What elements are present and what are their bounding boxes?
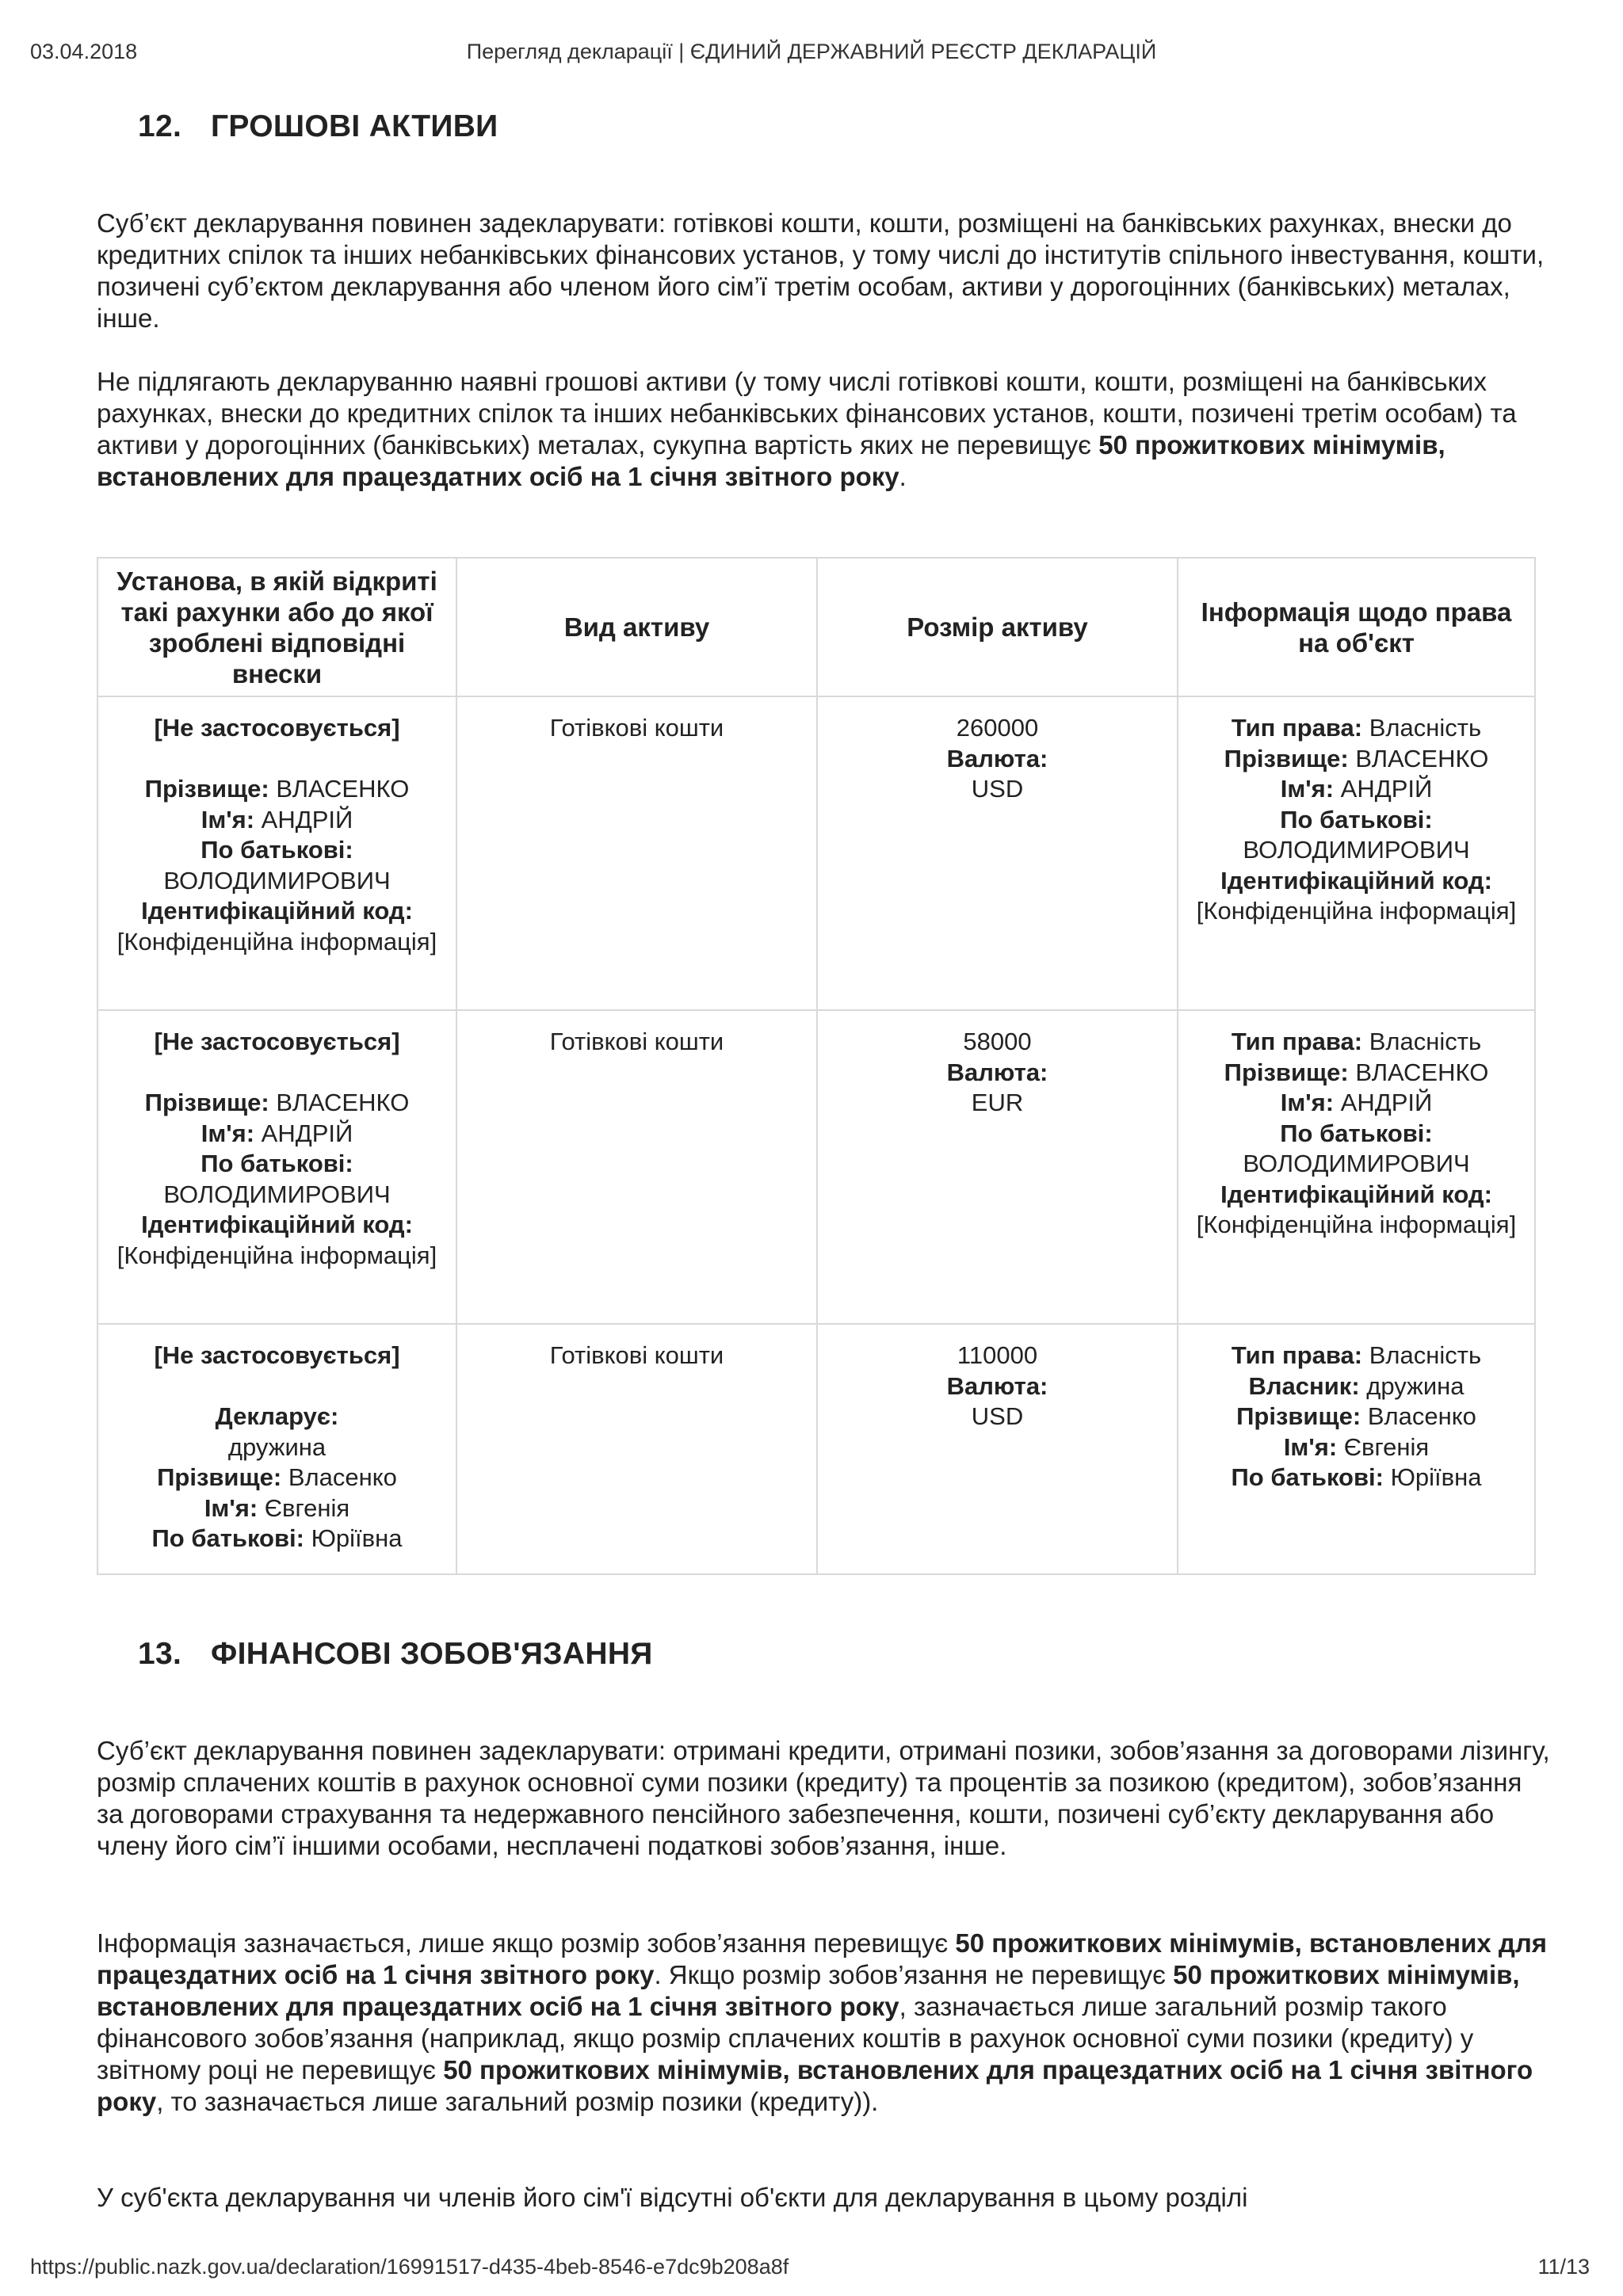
institution-cell: [97, 1010, 456, 1324]
table-header-row: [97, 558, 1535, 696]
name-line: [108, 805, 446, 836]
header-asset-amount: Розмір активу: [817, 558, 1178, 696]
declares-value: дружина: [227, 1432, 327, 1461]
info-bold-1: 50 прожиткових мінімумів, встановлених для працездатних осіб на 1 січня звітного року: [97, 1928, 1548, 1989]
header-institution: Установа, в якій відкриті такі рахунки або до якої зроблені відповідні внески: [97, 558, 456, 696]
section-12-title: ГРОШОВІ АКТИВИ: [211, 109, 498, 143]
currency-label: Валюта:: [946, 744, 1048, 772]
name-value: АНДРІЙ: [1340, 1089, 1433, 1116]
institution-value: [Не застосовується]: [154, 714, 400, 742]
name-label: Ім'я:: [1280, 775, 1335, 803]
asset-type-cell: [456, 1324, 817, 1574]
table-row: [97, 1010, 1535, 1324]
surname-value: Власенко: [1367, 1402, 1476, 1430]
currency-label: Валюта:: [946, 1058, 1048, 1086]
patronymic-label: По батькові:: [151, 1524, 304, 1552]
surname-value: ВЛАСЕНКО: [1355, 1058, 1489, 1086]
section-12-note-end: .: [899, 462, 907, 491]
section-13-absent-note: У суб'єкта декларування чи членів його сім'ї відсутні об'єкти для декларування в цьому розділі: [97, 2183, 1248, 2212]
info-bold-2: 50 прожиткових мінімумів, встановлених для працездатних осіб на 1 січня звітного року: [97, 1960, 1520, 2021]
section-12-intro: Суб’єкт декларування повинен задекларувати: готівкові кошти, кошти, розміщені на банківських рахунках, внески до кредитних спілок та інших небанківських фінансових установ, у тому числі до інститутів спільного інвестування, кошти, позичені суб’єктом декларування або членом його сім’ї третім особам, активи у дорогоцінних (банківських) металах, інше.: [97, 208, 1545, 333]
id-code-value: [Конфіденційна інформація]: [116, 927, 437, 955]
info-text-4: , то зазначається лише загальний розмір позики (кредиту)).: [156, 2087, 879, 2116]
right-surname-line: [1188, 1402, 1525, 1432]
page-title: Перегляд декларації | ЄДИНИЙ ДЕРЖАВНИЙ РЕЄСТР ДЕКЛАРАЦІЙ: [466, 40, 1157, 63]
section-13-heading: [138, 1637, 653, 1672]
print-date: 03.04.2018: [30, 40, 138, 63]
info-text-2: . Якщо розмір зобов’язання не перевищує: [654, 1960, 1174, 1989]
table-row: [97, 696, 1535, 1010]
header-right-info: Інформація щодо права на об'єкт: [1178, 558, 1535, 696]
info-text-3: , зазначається лише загальний розмір такого фінансового зобов’язання (наприклад, якщо розмір сплачених коштів в рахунок основної суми позики (кредиту) у звітному році не перевищує: [97, 1992, 1474, 2084]
asset-amount-cell: [817, 1324, 1178, 1574]
patronymic-label: По батькові:: [200, 836, 353, 864]
patronymic-value: ВОЛОДИМИРОВИЧ: [163, 866, 391, 894]
name-value: АНДРІЙ: [1340, 775, 1433, 803]
name-line: [108, 1493, 446, 1524]
right-type-label: Тип права:: [1231, 1028, 1363, 1055]
surname-label: Прізвище:: [157, 1463, 282, 1491]
asset-type-value: Готівкові кошти: [549, 714, 724, 742]
info-text-1: Інформація зазначається, лише якщо розмір зобов’язання перевищує: [97, 1928, 956, 1958]
id-code-label: Ідентифікаційний код:: [1220, 866, 1492, 894]
surname-label: Прізвище:: [1224, 1058, 1349, 1086]
section-13-intro: Суб’єкт декларування повинен задекларувати: отримані кредити, отримані позики, зобов’язання за договорами лізингу, розмір сплачених коштів в рахунок основної суми позики (кредиту) та процентів за позикою (кредитом), зобов’язання за договорами страхування та недержавного пенсійного забезпечення, кошти, позичені суб’єкту декларування або члену його сім’ї іншими особами, несплачені податкові зобов’язання, інше.: [97, 1736, 1550, 1860]
right-type-label: Тип права:: [1231, 714, 1363, 742]
id-code-value: [Конфіденційна інформація]: [116, 1241, 437, 1269]
right-info-cell: [1178, 1010, 1535, 1324]
owner-label: Власник:: [1248, 1371, 1360, 1400]
institution-cell: [97, 696, 456, 1010]
section-13-title: ФІНАНСОВІ ЗОБОВ'ЯЗАННЯ: [211, 1637, 653, 1671]
patronymic-value: Юріївна: [1390, 1463, 1482, 1491]
info-bold-3: 50 прожиткових мінімумів, встановлених для працездатних осіб на 1 січня звітного року: [97, 2055, 1533, 2116]
patronymic-label: По батькові:: [200, 1150, 353, 1177]
amount-value: 260000: [956, 714, 1039, 742]
right-type-line: [1188, 1341, 1525, 1371]
patronymic-value: ВОЛОДИМИРОВИЧ: [1243, 1150, 1470, 1177]
owner-value: дружина: [1366, 1371, 1465, 1400]
id-code-value: [Конфіденційна інформація]: [1196, 897, 1517, 925]
surname-line: [108, 1463, 446, 1493]
surname-value: ВЛАСЕНКО: [276, 1089, 410, 1116]
right-type-value: Власність: [1369, 1341, 1482, 1369]
patronymic-label: По батькові:: [1280, 1119, 1433, 1147]
name-value: Євгенія: [264, 1493, 350, 1522]
institution-value: [Не застосовується]: [154, 1341, 400, 1369]
institution-value: [Не застосовується]: [154, 1028, 400, 1055]
patronymic-line: [108, 1524, 446, 1554]
patronymic-value: ВОЛОДИМИРОВИЧ: [163, 1180, 391, 1208]
right-type-label: Тип права:: [1231, 1341, 1363, 1369]
right-info-cell: [1178, 696, 1535, 1010]
surname-label: Прізвище:: [1224, 744, 1349, 772]
surname-label: Прізвище:: [1236, 1402, 1361, 1430]
id-code-label: Ідентифікаційний код:: [1220, 1180, 1492, 1208]
asset-amount-cell: [817, 696, 1178, 1010]
patronymic-value: ВОЛОДИМИРОВИЧ: [1243, 836, 1470, 864]
section-12-note: [97, 366, 1531, 493]
table-row: [97, 1324, 1535, 1574]
asset-type-value: Готівкові кошти: [549, 1028, 724, 1055]
surname-label: Прізвище:: [144, 775, 269, 803]
section-12-number: 12.: [138, 109, 182, 143]
patronymic-label: По батькові:: [1231, 1463, 1384, 1491]
surname-value: Власенко: [288, 1463, 397, 1491]
name-value: Євгенія: [1343, 1432, 1430, 1461]
currency-value: EUR: [971, 1089, 1024, 1116]
name-value: АНДРІЙ: [261, 805, 353, 833]
right-patronymic-line: [1188, 1463, 1525, 1493]
declares-label: Декларує:: [215, 1402, 339, 1430]
currency-value: USD: [971, 1402, 1024, 1430]
page-url: https://public.nazk.gov.ua/declaration/16991517-d435-4beb-8546-e7dc9b208a8f: [30, 2255, 789, 2279]
right-type-line: [1188, 1027, 1525, 1058]
name-line: [108, 1119, 446, 1150]
section-13-info: [97, 1928, 1559, 2118]
right-name-line: [1188, 1432, 1525, 1463]
asset-type-cell: [456, 1010, 817, 1324]
institution-cell: [97, 1324, 456, 1574]
currency-label: Валюта:: [946, 1371, 1048, 1400]
surname-label: Прізвище:: [144, 1089, 269, 1116]
currency-value: USD: [971, 775, 1024, 803]
section-13-number: 13.: [138, 1637, 182, 1671]
amount-value: 58000: [963, 1028, 1032, 1055]
id-code-label: Ідентифікаційний код:: [141, 897, 413, 925]
surname-line: [108, 774, 446, 805]
surname-value: ВЛАСЕНКО: [1355, 744, 1489, 772]
section-12-note-text: Не підлягають декларуванню наявні грошові активи (у тому числі готівкові кошти, кошти, розміщені на банківських рахунках, внески до кредитних спілок та інших небанківських фінансових установ, кошти, позичені третім особам) та активи у дорогоцінних (банківських) металах, сукупна вартість яких не перевищує: [97, 367, 1517, 460]
right-type-value: Власність: [1369, 714, 1482, 742]
right-name-line: [1188, 1088, 1525, 1119]
name-label: Ім'я:: [200, 805, 255, 833]
name-label: Ім'я:: [204, 1493, 258, 1522]
right-type-line: [1188, 713, 1525, 744]
right-info-cell: [1178, 1324, 1535, 1574]
name-label: Ім'я:: [1280, 1089, 1335, 1116]
right-surname-line: [1188, 744, 1525, 775]
asset-amount-cell: [817, 1010, 1178, 1324]
name-value: АНДРІЙ: [261, 1119, 353, 1147]
id-code-value: [Конфіденційна інформація]: [1196, 1211, 1517, 1238]
section-12-note-bold: 50 прожиткових мінімумів, встановлених для працездатних осіб на 1 січня звітного року: [97, 430, 1445, 491]
patronymic-value: Юріївна: [311, 1524, 403, 1552]
name-label: Ім'я:: [200, 1119, 255, 1147]
section-12-heading: [138, 109, 498, 144]
header-asset-type: Вид активу: [456, 558, 817, 696]
right-surname-line: [1188, 1058, 1525, 1089]
asset-type-cell: [456, 696, 817, 1010]
surname-line: [108, 1088, 446, 1119]
monetary-assets-table: [97, 557, 1536, 1575]
amount-value: 110000: [957, 1341, 1038, 1369]
id-code-label: Ідентифікаційний код:: [141, 1211, 413, 1238]
page-number: 11/13: [1537, 2255, 1590, 2279]
asset-type-value: Готівкові кошти: [549, 1341, 724, 1369]
surname-value: ВЛАСЕНКО: [276, 775, 410, 803]
right-type-value: Власність: [1369, 1028, 1482, 1055]
patronymic-label: По батькові:: [1280, 805, 1433, 833]
owner-line: [1188, 1371, 1525, 1402]
name-label: Ім'я:: [1283, 1432, 1338, 1461]
right-name-line: [1188, 774, 1525, 805]
